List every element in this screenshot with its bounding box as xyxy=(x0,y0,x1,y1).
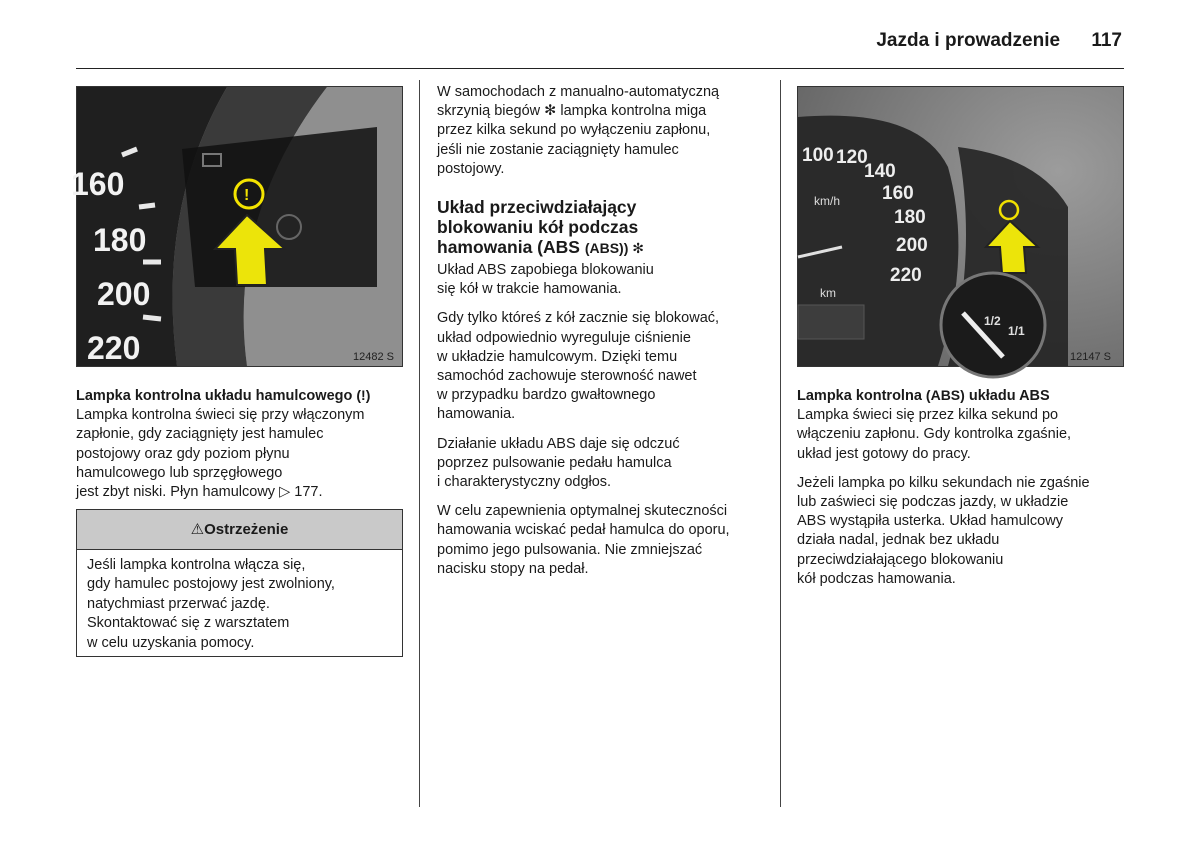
speed-tick-label: 220 xyxy=(890,265,922,286)
speed-tick-label: 180 xyxy=(894,207,926,228)
speed-tick-label: 160 xyxy=(71,166,125,202)
speed-tick-label: 180 xyxy=(93,222,147,258)
paragraph: Gdy tylko któreś z kół zacznie się blokować, układ odpowiednio wyreguluje ciśnienie w układzie hamulcowym. Dzięki temu samochód zachowuje sterowność nawet w przypadku bardzo gwałtownego hamowania. xyxy=(437,310,720,423)
paragraph: W samochodach z manualno-automatyczną skrzynią biegów ✻ lampka kontrolna miga przez kilka sekund po wyłączeniu zapłonu, jeśli nie zostanie zaciągnięty hamulec postojowy. xyxy=(437,84,720,177)
paragraph: Jeżeli lampka po kilku sekundach nie zgaśnie lub zaświeci się podczas jazdy, w układzie ABS wystąpiła usterka. Układ hamulcowy działa nadal, jednak bez układu przeciwdziałającego blokowaniu kół podczas hamowania. xyxy=(797,474,1090,587)
paragraph: W celu zapewnienia optymalnej skuteczności hamowania wciskać pedał hamulca do oporu, pomimo jego pulsowania. Nie zmniejszać nacisku stopy na pedał. xyxy=(437,503,730,577)
speed-unit-label: km/h xyxy=(814,194,841,208)
paragraph: Układ ABS zapobiega blokowaniu się kół w trakcie hamowania. xyxy=(437,262,654,298)
brake-lamp-caption: Lampka kontrolna układu hamulcowego (!) xyxy=(76,387,371,404)
column-divider-2 xyxy=(780,80,781,807)
left-column xyxy=(76,386,406,512)
abs-icon: (ABS) xyxy=(925,387,965,403)
fuel-tick-label: 1/1 xyxy=(1008,324,1025,338)
middle-column xyxy=(437,83,767,589)
speed-tick-label: 200 xyxy=(97,276,151,312)
abs-lamp-caption: Lampka kontrolna (ABS) układu ABS xyxy=(797,387,1050,404)
speed-tick-label: 200 xyxy=(896,235,928,256)
figure-code: 12147 S xyxy=(1070,351,1111,363)
brake-warning-icon: (!) xyxy=(356,387,371,403)
brake-lamp-figure xyxy=(71,86,403,367)
abs-lamp-figure xyxy=(797,86,1124,367)
section-title: Jazda i prowadzenie xyxy=(876,30,1061,51)
speed-tick-label: 120 xyxy=(836,147,868,168)
paragraph: Działanie układu ABS daje się odczuć poprzez pulsowanie pedału hamulca i charakterystyczny odgłos. xyxy=(437,435,680,491)
page-number: 117 xyxy=(1091,30,1122,51)
fuel-tick-label: 1/2 xyxy=(984,314,1001,328)
header-rule xyxy=(76,68,1124,69)
odometer-unit-label: km xyxy=(820,286,836,300)
warning-box xyxy=(76,509,403,657)
abs-icon: (ABS)) ✻ xyxy=(584,240,644,257)
speed-tick-label: 220 xyxy=(87,330,141,366)
brake-lamp-text: Lampka kontrolna świeci się przy włączonym zapłonie, gdy zaciągnięty jest hamulec postojowy oraz gdy poziom płynu hamulcowego lub sprzęgłowego jest zbyt niski. Płyn hamulcowy ▷ 177. xyxy=(76,407,365,501)
svg-text:!: ! xyxy=(244,187,250,204)
page-ref-link[interactable]: ▷ 177. xyxy=(279,484,323,501)
figure-code: 12482 S xyxy=(353,351,394,363)
paragraph: Lampka świeci się przez kilka sekund po włączeniu zapłonu. Gdy kontrolka zgaśnie, układ jest gotowy do pracy. xyxy=(797,407,1072,462)
page-header xyxy=(876,30,1122,52)
speed-tick-label: 160 xyxy=(882,183,914,204)
warning-text: Jeśli lampka kontrolna włącza się, gdy hamulec postojowy jest zwolniony, natychmiast przerwać jazdę. Skontaktować się z warsztatem w celu uzyskania pomocy. xyxy=(87,557,335,651)
speed-tick-label: 140 xyxy=(864,161,896,182)
abs-heading: Układ przeciwdziałający blokowaniu kół podczas hamowania (ABS (ABS)) ✻ xyxy=(437,197,644,258)
fuel-gauge-icon xyxy=(941,273,1045,377)
column-divider-1 xyxy=(419,80,420,807)
warning-title: ⚠Ostrzeżenie xyxy=(77,510,402,550)
speed-tick-label: 100 xyxy=(802,145,834,166)
right-column xyxy=(797,386,1127,599)
